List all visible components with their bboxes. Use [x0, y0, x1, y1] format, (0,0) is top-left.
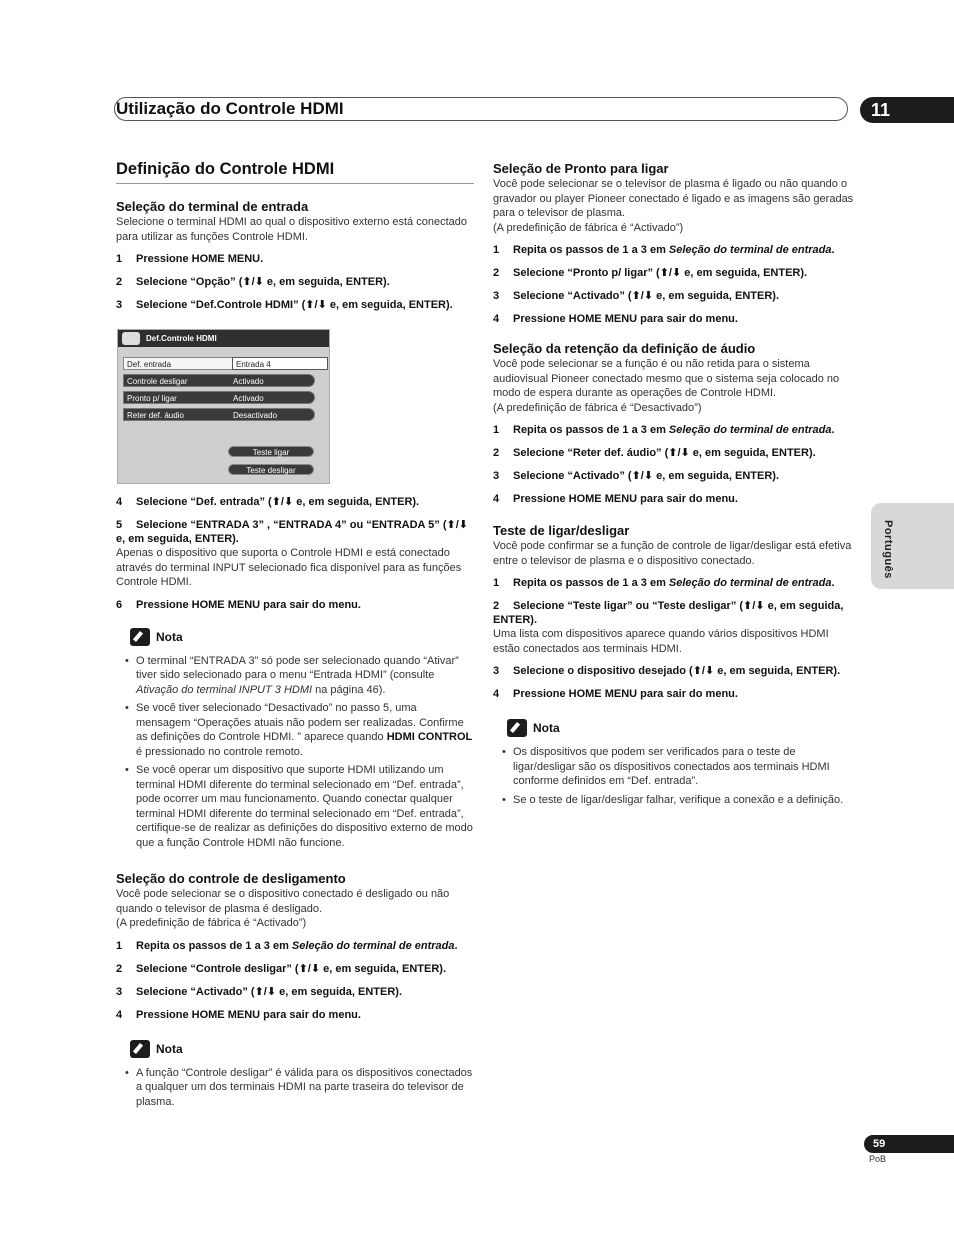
s2-step-1: 1 Repita os passos de 1 a 3 em Seleção do terminal de entrada. — [116, 939, 458, 952]
s3-step-3: 3 Selecione “Activado” (⬆/⬇ e, em seguida, ENTER). — [493, 290, 779, 302]
s4-title: Seleção da retenção da definição de áudio — [493, 341, 756, 356]
nota-3-item-2: • Se o teste de ligar/desligar falhar, verifique a conexão e a definição. — [513, 793, 855, 808]
s1-step-5: 5 Selecione “ENTRADA 3” , “ENTRADA 4” ou “ENTRADA 5” (⬆/⬇ e, em seguida, ENTER). — [116, 519, 468, 545]
menu-row-reter-audio[interactable]: Reter def. áudio Desactivado — [123, 408, 315, 421]
menu-row-def-entrada[interactable]: Def. entrada Entrada 4 — [123, 357, 328, 370]
pencil-icon — [507, 719, 527, 737]
language-label: Português — [882, 520, 894, 579]
header-title: Utilização do Controle HDMI — [116, 99, 344, 118]
nota-2-list — [116, 1066, 474, 1110]
chapter-number: 11 — [860, 97, 954, 123]
nota-3-header: Nota — [507, 717, 855, 739]
nota-1-list — [116, 654, 474, 851]
page-code: PoB — [869, 1154, 887, 1164]
s1-step-5-note: Apenas o dispositivo que suporta o Controle HDMI e está conectado através do terminal INPUT selecionado fica disponível para as funções Controle HDMI. — [116, 547, 462, 588]
s3-intro: Você pode selecionar se o televisor de plasma é ligado ou não quando o gravador ou player Pioneer conectado é ligado e as imagens são geradas para o televisor de plasma. — [493, 178, 854, 219]
menu-row-pronto-ligar[interactable]: Pronto p/ ligar Activado — [123, 391, 315, 404]
s3-step-4: 4 Pressione HOME MENU para sair do menu. — [493, 313, 738, 325]
teste-desligar-button[interactable]: Teste desligar — [228, 464, 314, 475]
s4-step-4: 4 Pressione HOME MENU para sair do menu. — [493, 493, 738, 505]
menu-tv-icon — [122, 332, 140, 345]
hdmi-control-menu — [117, 329, 330, 484]
page-number: 59 — [864, 1135, 954, 1153]
s1-title: Seleção do terminal de entrada — [116, 199, 309, 214]
s4-step-3: 3 Selecione “Activado” (⬆/⬇ e, em seguida, ENTER). — [493, 470, 779, 482]
s2-title: Seleção do controle de desligamento — [116, 871, 346, 886]
nota-2-header: Nota — [130, 1038, 474, 1060]
pencil-icon — [130, 1040, 150, 1058]
s4-default: (A predefinição de fábrica é “Desactivado”) — [493, 401, 702, 414]
menu-row-controle-desligar[interactable]: Controle desligar Activado — [123, 374, 315, 387]
s1-step-6: 6 Pressione HOME MENU para sair do menu. — [116, 598, 361, 611]
s3-step-1: 1 Repita os passos de 1 a 3 em Seleção do terminal de entrada. — [493, 244, 835, 256]
nota-1-item-1: • O terminal “ENTRADA 3” só pode ser selecionado quando “Ativar” tiver sido selecionado para o menu “Entrada HDMI” (consulte Ativação do terminal INPUT 3 HDMI na página 46). — [136, 654, 474, 698]
nota-3-item-1: • Os dispositivos que podem ser verificados para o teste de ligar/desligar são os dispositivos conectados aos terminais HDMI conforme definidos em “Def. entrada”. — [513, 745, 855, 789]
s5-step-3: 3 Selecione o dispositivo desejado (⬆/⬇ e, em seguida, ENTER). — [493, 665, 841, 677]
s1-step-4: 4 Selecione “Def. entrada” (⬆/⬇ e, em seguida, ENTER). — [116, 496, 420, 508]
s5-step-1: 1 Repita os passos de 1 a 3 em Seleção do terminal de entrada. — [493, 577, 835, 589]
menu-title: Def.Controle HDMI — [118, 330, 329, 347]
nota-2-item-1: • A função “Controle desligar” é válida para os dispositivos conectados a qualquer um dos terminais HDMI na parte traseira do televisor de plasma. — [136, 1066, 474, 1110]
pencil-icon — [130, 628, 150, 646]
s2-step-4: 4 Pressione HOME MENU para sair do menu. — [116, 1008, 361, 1021]
nota-1-header: Nota — [130, 626, 474, 648]
nota-1-item-2: • Se você tiver selecionado “Desactivado” no passo 5, uma mensagem “Operações atuais não podem ser realizadas. Confirme as definições do Controle HDMI. ” aparece quando HDMI CONTROL é pressionado no controle remoto. — [136, 701, 474, 759]
s1-intro: Selecione o terminal HDMI ao qual o dispositivo externo está conectado para utilizar as funções Controle HDMI. — [116, 216, 467, 243]
right-column — [493, 160, 855, 811]
section-title: Definição do Controle HDMI — [116, 160, 474, 184]
s4-step-2: 2 Selecione “Reter def. áudio” (⬆/⬇ e, em seguida, ENTER). — [493, 447, 816, 459]
s1-step-3: 3 Selecione “Def.Controle HDMI” (⬆/⬇ e, em seguida, ENTER). — [116, 299, 453, 311]
s5-intro: Você pode confirmar se a função de controle de ligar/desligar está efetiva entre o televisor de plasma e o dispositivo conectado. — [493, 540, 852, 567]
nota-3-list — [493, 745, 855, 807]
s1-step-1: 1 Pressione HOME MENU. — [116, 253, 264, 265]
s3-default: (A predefinição de fábrica é “Activado”) — [493, 221, 684, 234]
s3-title: Seleção de Pronto para ligar — [493, 161, 669, 176]
s5-step-2-note: Uma lista com dispositivos aparece quando vários dispositivos HDMI estão conectados aos terminais HDMI. — [493, 628, 829, 655]
s1-step-2: 2 Selecione “Opção” (⬆/⬇ e, em seguida, ENTER). — [116, 276, 390, 288]
s2-step-3: 3 Selecione “Activado” (⬆/⬇ e, em seguida, ENTER). — [116, 985, 402, 998]
s2-step-2: 2 Selecione “Controle desligar” (⬆/⬇ e, em seguida, ENTER). — [116, 962, 447, 975]
s4-step-1: 1 Repita os passos de 1 a 3 em Seleção do terminal de entrada. — [493, 424, 835, 436]
s2-default: (A predefinição de fábrica é “Activado”) — [116, 917, 307, 929]
s4-intro: Você pode selecionar se a função é ou não retida para o sistema audiovisual Pioneer conectado mesmo que o sistema seja colocado no modo de espera durante as operações de Controle HDMI. — [493, 358, 840, 399]
s5-step-2: 2 Selecione “Teste ligar” ou “Teste desligar” (⬆/⬇ e, em seguida, ENTER). — [493, 600, 844, 626]
left-column — [116, 160, 474, 1113]
s3-step-2: 2 Selecione “Pronto p/ ligar” (⬆/⬇ e, em seguida, ENTER). — [493, 267, 808, 279]
s5-title: Teste de ligar/desligar — [493, 523, 630, 538]
nota-1-item-3: • Se você operar um dispositivo que suporte HDMI utilizando um terminal HDMI diferente do terminal selecionado em “Def. entrada”, pode ocorrer um mau funcionamento. Quando conectar qualquer terminal HDMI diferente do terminal selecionado em “Def. entrada”, certifique-se de realizar as definições do dispositivo externo de modo que a função Controle HDMI não funcione. — [136, 763, 474, 850]
teste-ligar-button[interactable]: Teste ligar — [228, 446, 314, 457]
s2-intro: Você pode selecionar se o dispositivo conectado é desligado ou não quando o televisor de plasma é desligado. — [116, 888, 450, 915]
s5-step-4: 4 Pressione HOME MENU para sair do menu. — [493, 688, 738, 700]
